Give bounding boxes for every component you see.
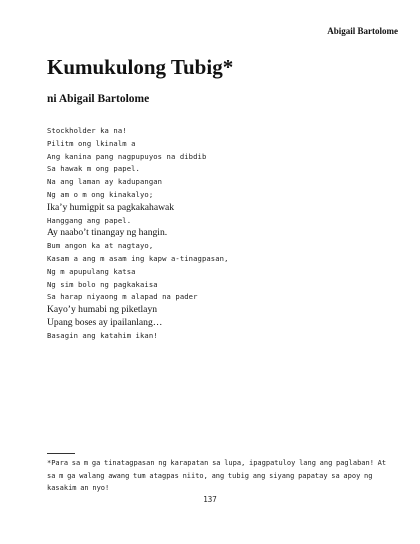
poem-line: Ang kanina pang nagpupuyos na dibdib [47,151,207,161]
poem-line: Ng am o m ong kinakalyo; [47,189,154,199]
poem-line: Pilitm ong lkinalm a [47,138,136,148]
footnote: *Para sa m ga tinatagpasan ng karapatan sa lupa, ipagpatuloy lang ang paglaban! At sa m ga walang awang tum atagpas niito, ang tubig ang siyang papatay sa apoy ng kasakim an nyo! [47,459,387,492]
poem-line: Sa hawak m ong papel. [47,164,140,174]
poem-line: Ng m apupulang katsa [47,266,136,276]
poem-body [47,125,387,343]
page-number: 137 [203,495,217,504]
poem-line: Upang boses ay ipailanlang… [47,316,163,328]
footnote-rule [47,453,75,454]
poem-line: Sa harap niyaong m alapad na pader [47,292,198,302]
poem-title: Kumukulong Tubig* [47,55,234,79]
poem-line: Na ang laman ay kadupangan [47,177,163,187]
poem-line: Ay naabo’t tinangay ng hangin. [47,227,168,239]
poem-byline: ni Abigail Bartolome [47,93,150,105]
poem-line: Hanggang ang papel. [47,215,132,225]
poem-line: Bum angon ka at nagtayo, [47,241,154,251]
poem-line: Ika’y humigpit sa pagkakahawak [47,201,175,213]
running-head: Abigail Bartolome [327,26,398,36]
poem-line: Kayo’y humabi ng piketlayn [47,304,158,316]
poem-line: Kasam a ang m asam ing kapw a-tinagpasan, [47,253,229,263]
poem-line: Stockholder ka na! [47,126,127,135]
poem-line: Basagin ang katahim ikan! [47,330,158,340]
poem-line: Ng sim bolo ng pagkakaisa [47,279,158,289]
